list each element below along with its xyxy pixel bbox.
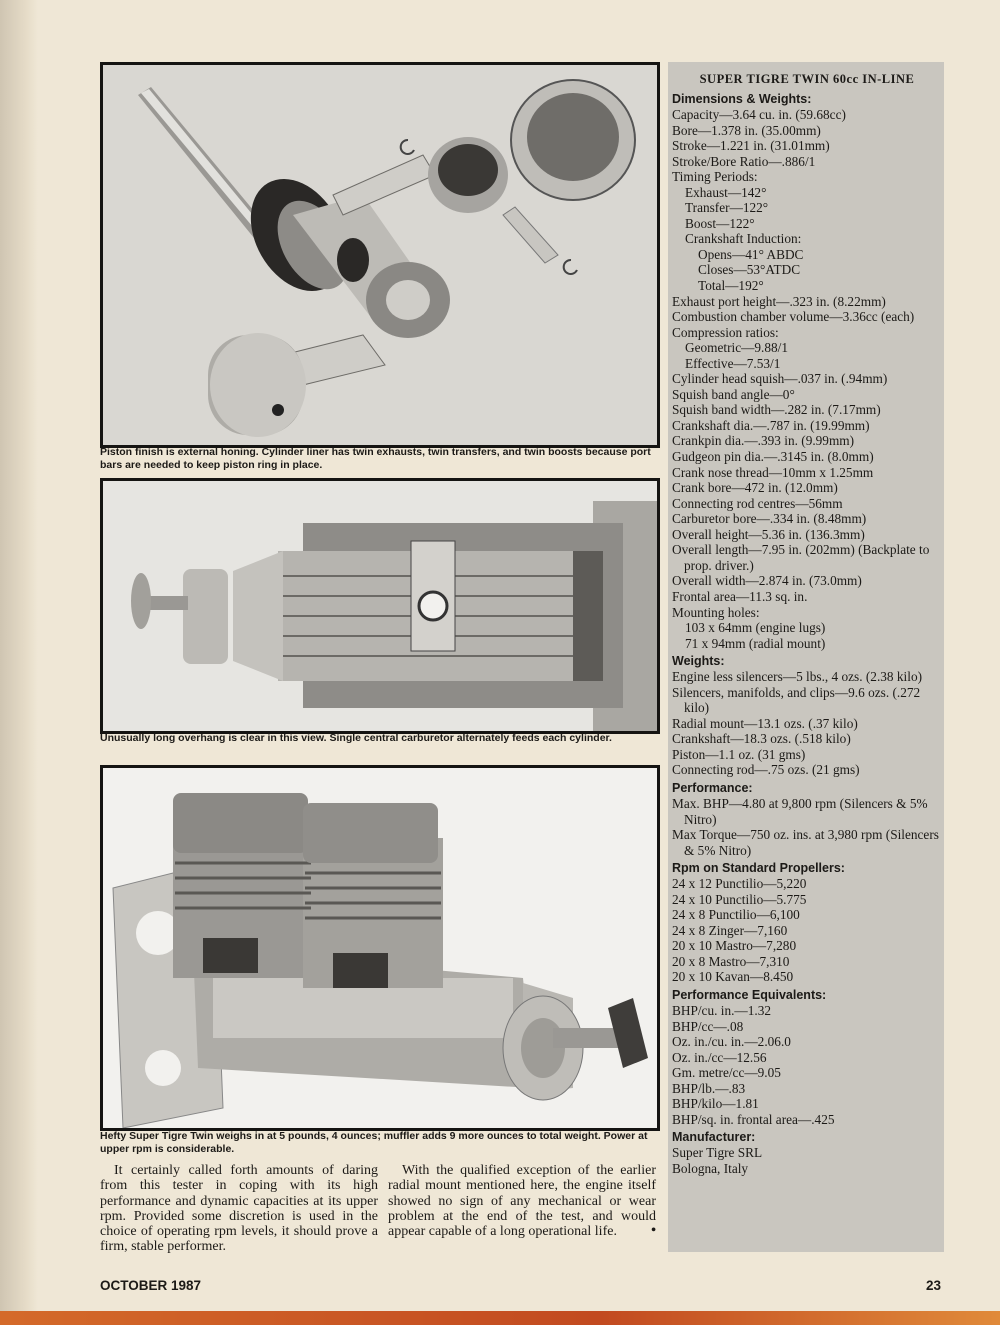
spec-line: Capacity—3.64 cu. in. (59.68cc)	[672, 107, 846, 122]
spec-line: BHP/cu. in.—1.32	[672, 1002, 771, 1018]
spec-line: Compression ratios:	[672, 324, 779, 340]
spec-line: Crankshaft—18.3 ozs. (.518 kilo)	[672, 731, 851, 747]
page-binding-shadow	[0, 0, 38, 1325]
body-paragraph-1: It certainly called forth amounts of daring from this tester in coping with its high performance and dynamic capacities at its upper rpm. Provided some discretion is used in the choice of operating rpm levels, it should prove a firm, stable performer.	[100, 1163, 378, 1255]
spec-line: Geometric—9.88/1	[685, 340, 789, 356]
spec-line: BHP/sq. in. frontal area—.425	[672, 1111, 835, 1127]
spec-line: BHP/kilo—1.81	[672, 1096, 759, 1112]
spec-line: Gudgeon pin dia.—.3145 in. (8.0mm)	[672, 449, 874, 465]
spec-line: Crankpin dia.—.393 in. (9.99mm)	[672, 433, 855, 449]
spec-line: 24 x 12 Punctilio—5,220	[672, 876, 807, 892]
spec-line: Total—192°	[698, 278, 764, 294]
spec-line: Piston—1.1 oz. (31 gms)	[672, 746, 806, 762]
spec-line: Oz. in./cu. in.—2.06.0	[672, 1034, 791, 1050]
spec-line: Connecting rod—.75 ozs. (21 gms)	[672, 762, 860, 778]
spec-line: Gm. metre/cc—9.05	[672, 1065, 781, 1081]
spec-line: Bore—1.378 in. (35.00mm)	[672, 122, 821, 138]
issue-date: OCTOBER 1987	[100, 1278, 202, 1293]
spec-line: Effective—7.53/1	[685, 355, 781, 371]
spec-section-heading: Rpm on Standard Propellers:	[672, 861, 845, 876]
spec-line: Transfer—122°	[685, 200, 769, 216]
spec-section-heading: Manufacturer:	[672, 1130, 756, 1145]
spec-line: Overall width—2.874 in. (73.0mm)	[672, 573, 862, 589]
photo1-caption: Piston finish is external honing. Cylinder liner has twin exhausts, twin transfers, and twin boosts because port bars are needed to keep piston ring in place.	[100, 446, 651, 471]
spec-line: Overall length—7.95 in. (202mm) (Backplate to prop. driver.)	[672, 542, 930, 573]
end-mark: •	[651, 1223, 656, 1239]
photo-engine-side-view	[100, 478, 660, 734]
spec-line: Max. BHP—4.80 at 9,800 rpm (Silencers & 5% Nitro)	[672, 795, 928, 827]
spec-line: Overall height—5.36 in. (136.3mm)	[672, 526, 865, 542]
body-column-1	[100, 1163, 378, 1255]
spec-line: Squish band width—.282 in. (7.17mm)	[672, 402, 881, 418]
body-column-2	[388, 1163, 656, 1239]
spec-line: Squish band angle—0°	[672, 386, 795, 402]
spec-line: Timing Periods:	[672, 169, 758, 185]
spec-section-heading: Weights:	[672, 654, 725, 669]
spec-line: 24 x 8 Punctilio—6,100	[672, 907, 800, 923]
spec-line: Crankshaft Induction:	[685, 231, 802, 247]
spec-line: Stroke—1.221 in. (31.01mm)	[672, 138, 830, 154]
spec-line: Opens—41° ABDC	[698, 246, 804, 262]
spec-section-heading: Performance:	[672, 780, 753, 795]
spec-line: Frontal area—11.3 sq. in.	[672, 588, 808, 604]
page-number: 23	[926, 1278, 942, 1293]
spec-line: Connecting rod centres—56mm	[672, 495, 843, 511]
photo3-caption: Hefty Super Tigre Twin weighs in at 5 pounds, 4 ounces; muffler adds 9 more ounces to total weight. Power at upper rpm is considerable.	[100, 1130, 648, 1155]
spec-section-heading: Dimensions & Weights:	[672, 92, 812, 106]
spec-line: Bologna, Italy	[672, 1160, 749, 1176]
spec-line: Mounting holes:	[672, 604, 760, 620]
spec-line: 24 x 8 Zinger—7,160	[672, 922, 788, 938]
spec-line: Cylinder head squish—.037 in. (.94mm)	[672, 371, 888, 387]
spec-line: Stroke/Bore Ratio—.886/1	[672, 153, 816, 169]
spec-line: 103 x 64mm (engine lugs)	[685, 620, 826, 636]
spec-box	[672, 72, 942, 1176]
spec-line: Radial mount—13.1 ozs. (.37 kilo)	[672, 715, 858, 731]
spec-line: Oz. in./cc—12.56	[672, 1049, 767, 1065]
spec-line: Crank bore—472 in. (12.0mm)	[672, 480, 838, 496]
spec-line: 24 x 10 Punctilio—5.775	[672, 891, 807, 907]
spec-line: Silencers, manifolds, and clips—9.6 ozs. (.272 kilo)	[672, 684, 921, 716]
spec-line: Exhaust port height—.323 in. (8.22mm)	[672, 293, 886, 309]
spec-line: 20 x 8 Mastro—7,310	[672, 953, 790, 969]
spec-line: 20 x 10 Mastro—7,280	[672, 938, 797, 954]
spec-line: Engine less silencers—5 lbs., 4 ozs. (2.38 kilo)	[672, 669, 923, 685]
body-paragraph-2: With the qualified exception of the earlier radial mount mentioned here, the engine itself showed no sign of any mechanical or wear problem at the end of the test, and would appear capable of a long operational life.	[388, 1163, 656, 1240]
spec-line: Crank nose thread—10mm x 1.25mm	[672, 464, 874, 480]
photo-engine-full	[100, 765, 660, 1131]
next-page-edge	[0, 1311, 1000, 1325]
photo-piston-assembly	[100, 62, 660, 448]
spec-sections	[672, 91, 942, 1176]
spec-line: BHP/lb.—.83	[672, 1080, 746, 1096]
spec-line: Combustion chamber volume—3.36cc (each)	[672, 309, 915, 325]
spec-line: 20 x 10 Kavan—8.450	[672, 969, 794, 985]
spec-line: Carburetor bore—.334 in. (8.48mm)	[672, 511, 867, 527]
spec-line: BHP/cc—.08	[672, 1018, 744, 1034]
spec-line: Max Torque—750 oz. ins. at 3,980 rpm (Silencers & 5% Nitro)	[672, 827, 939, 858]
spec-line: Closes—53°ATDC	[698, 262, 801, 278]
spec-title: SUPER TIGRE TWIN 60cc IN-LINE	[699, 72, 915, 86]
spec-line: Boost—122°	[685, 215, 755, 231]
spec-line: Crankshaft dia.—.787 in. (19.99mm)	[672, 417, 870, 433]
photo2-caption: Unusually long overhang is clear in this view. Single central carburetor alternately feeds each cylinder.	[100, 732, 612, 744]
spec-line: 71 x 94mm (radial mount)	[685, 635, 826, 651]
spec-line: Super Tigre SRL	[672, 1145, 763, 1161]
spec-line: Exhaust—142°	[685, 184, 767, 200]
spec-section-heading: Performance Equivalents:	[672, 987, 827, 1002]
